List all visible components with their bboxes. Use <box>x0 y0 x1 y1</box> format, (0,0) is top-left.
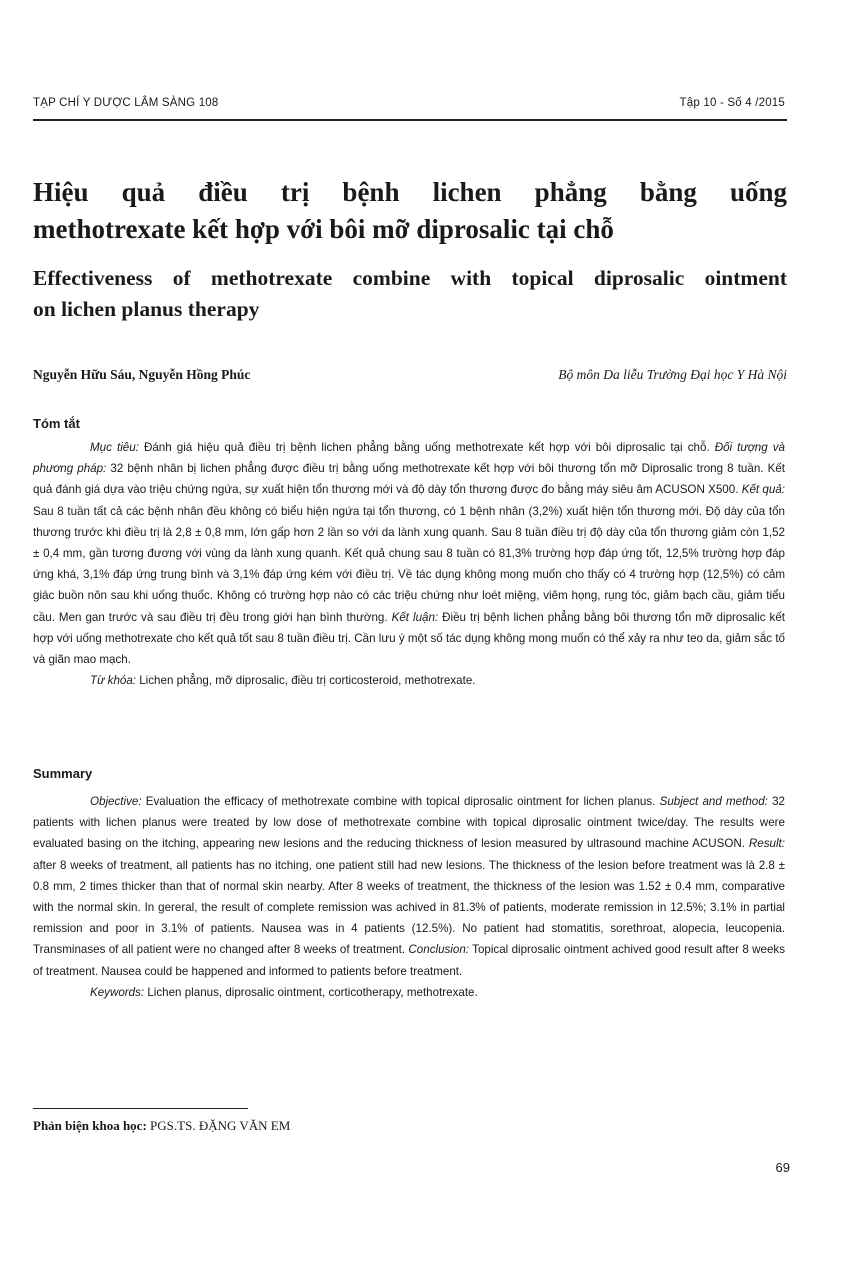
abstract-text: Topical diprosalic ointment achived good result after 8 weeks of treatment. Nausea could be happened and informed to patients before treatment. <box>33 943 786 978</box>
summary-heading: Summary <box>33 766 93 781</box>
title-en-line-1: Effectiveness of methotrexate combine with topical diprosalic ointment <box>33 266 787 290</box>
running-header <box>33 94 785 114</box>
title-english <box>33 263 787 325</box>
abstract-text: Điều trị bệnh lichen phẳng bằng bôi thương tổn mỡ diprosalic kết hợp với uống methotrexate cho kết quả tốt sau 8 tuần điều trị. Cần lưu ý một số tác dụng không mong muốn có thể xảy ra như teo da, giảm sắc tố và giãn mao mạch. <box>33 610 785 667</box>
keywords-label: Keywords: <box>90 985 145 999</box>
abstract-text: 32 bệnh nhân bị lichen phẳng được điều trị bằng uống methotrexate kết hợp với bôi thương tổn mỡ Diprosalic trong 8 tuần. Kết quả đánh giá dựa vào triệu chứng ngứa, sự xuất hiện tổn thương mới và độ dày tổn thương được đo bằng máy siêu âm ACUSON X500. <box>33 462 786 497</box>
tomtat-heading: Tóm tắt <box>33 416 80 431</box>
abstract-label: Kết luận: <box>391 610 439 624</box>
title-en-line-2: on lichen planus therapy <box>33 297 260 321</box>
abstract-text: Sau 8 tuần tất cả các bệnh nhân đều không có biểu hiện ngứa tại tổn thương, có 1 bệnh nhân (3,2%) xuất hiện tổn thương mới. Độ dày của tổn thương trước khi điều trị là 2,8 ± 0,8 mm, lớn gấp hơn 2 lần so với da lành xung quanh. Sau 8 tuần điều trị độ dày của tổn thương giảm còn 1,52 ± 0,4 mm, gần tương đương với vùng da lành xung quanh. Kết quả chung sau 8 tuần có 81,3% trường hợp đáp ứng tốt, 12,5% trường hợp đáp ứng khá, 3,1% đáp ứng trung bình và 3,1% đáp ứng kém với điều trị. Về tác dụng không mong muốn cho thấy có 4 trường hợp (12,5%) có cảm giác buồn nôn sau khi uống thuốc. Không có trường hợp nào có các triệu chứng như loét miệng, viêm họng, rụng tóc, giảm bạch cầu, giảm tiểu cầu. Men gan trước và sau điều trị đều trong giới hạn bình thường. <box>33 504 785 624</box>
page-number: 69 <box>775 1160 790 1175</box>
journal-name: TẠP CHÍ Y DƯỢC LÂM SÀNG 108 <box>33 97 219 109</box>
title-vi-line-2: methotrexate kết hợp với bôi mỡ diprosalic tại chỗ <box>33 214 614 244</box>
keywords-text: Lichen planus, diprosalic ointment, corticotherapy, methotrexate. <box>144 985 478 999</box>
header-rule <box>33 119 787 121</box>
footnote-rule <box>33 1108 248 1109</box>
summary-body <box>33 791 785 1003</box>
reviewer-name: PGS.TS. ĐẶNG VĂN EM <box>146 1118 291 1133</box>
abstract-label: Result: <box>748 837 785 851</box>
abstract-text: 32 patients with lichen planus were treated by low dose of methotrexate combine with topical diprosalic ointment twice/day. The results were evaluated basing on the itching, appearing new lesions and the reducing thickness of lesion measured by ultrasound machine ACUSON. <box>33 795 785 851</box>
abstract-label: Đối tượng và phương pháp: <box>33 441 785 476</box>
reviewer-note <box>33 1118 290 1134</box>
keywords-text: Lichen phẳng, mỡ diprosalic, điều trị corticosteroid, methotrexate. <box>136 674 476 688</box>
tomtat-body <box>33 437 785 691</box>
keywords-label: Từ khóa: <box>90 674 137 688</box>
summary-paragraph <box>33 791 785 982</box>
abstract-text: Đánh giá hiệu quả điều trị bệnh lichen phẳng bằng uống methotrexate kết hợp với bôi diprosalic tại chỗ. <box>138 441 715 454</box>
issue-info: Tập 10 - Số 4 /2015 <box>679 97 785 109</box>
affiliation: Bộ môn Da liễu Trường Đại học Y Hà Nội <box>558 367 787 382</box>
reviewer-label: Phản biện khoa học: <box>33 1118 147 1133</box>
abstract-label: Subject and method: <box>659 795 768 808</box>
abstract-text: after 8 weeks of treatment, all patients has no itching, one patient still had new lesions. The thickness of the lesion before treatment was là 2.8 ± 0.8 mm, 2 times thicker than that of normal skin nearby. After 8 weeks of treatment, the thickness of the lesion was 1.52 ± 0.4 mm, comparative with the normal skin. In gereral, the result of complete remission was achived in 81.3% of patients, moderate remission in 12.5%; 3.1% in partial remission and poor in 3.1% of patients. Nausea was in 4 patients (12.5%). No patient had stomatitis, sorethroat, alopecia, leucopenia. Transminases of all patient were no changed after 8 weeks of treatment. <box>33 858 785 957</box>
tomtat-paragraph <box>33 437 785 670</box>
authors: Nguyễn Hữu Sáu, Nguyễn Hồng Phúc <box>33 367 251 382</box>
abstract-label: Conclusion: <box>408 943 470 957</box>
title-vietnamese <box>33 174 787 248</box>
abstract-text: Evaluation the efficacy of methotrexate combine with topical diprosalic ointment for lichen planus. <box>141 795 660 808</box>
abstract-label: Mục tiêu: <box>90 441 139 454</box>
abstract-label: Objective: <box>90 795 142 808</box>
summary-keywords <box>33 982 785 1003</box>
tomtat-keywords <box>33 670 785 691</box>
abstract-label: Kết quả: <box>741 483 785 497</box>
title-vi-line-1: Hiệu quả điều trị bệnh lichen phẳng bằng uống <box>33 177 787 207</box>
